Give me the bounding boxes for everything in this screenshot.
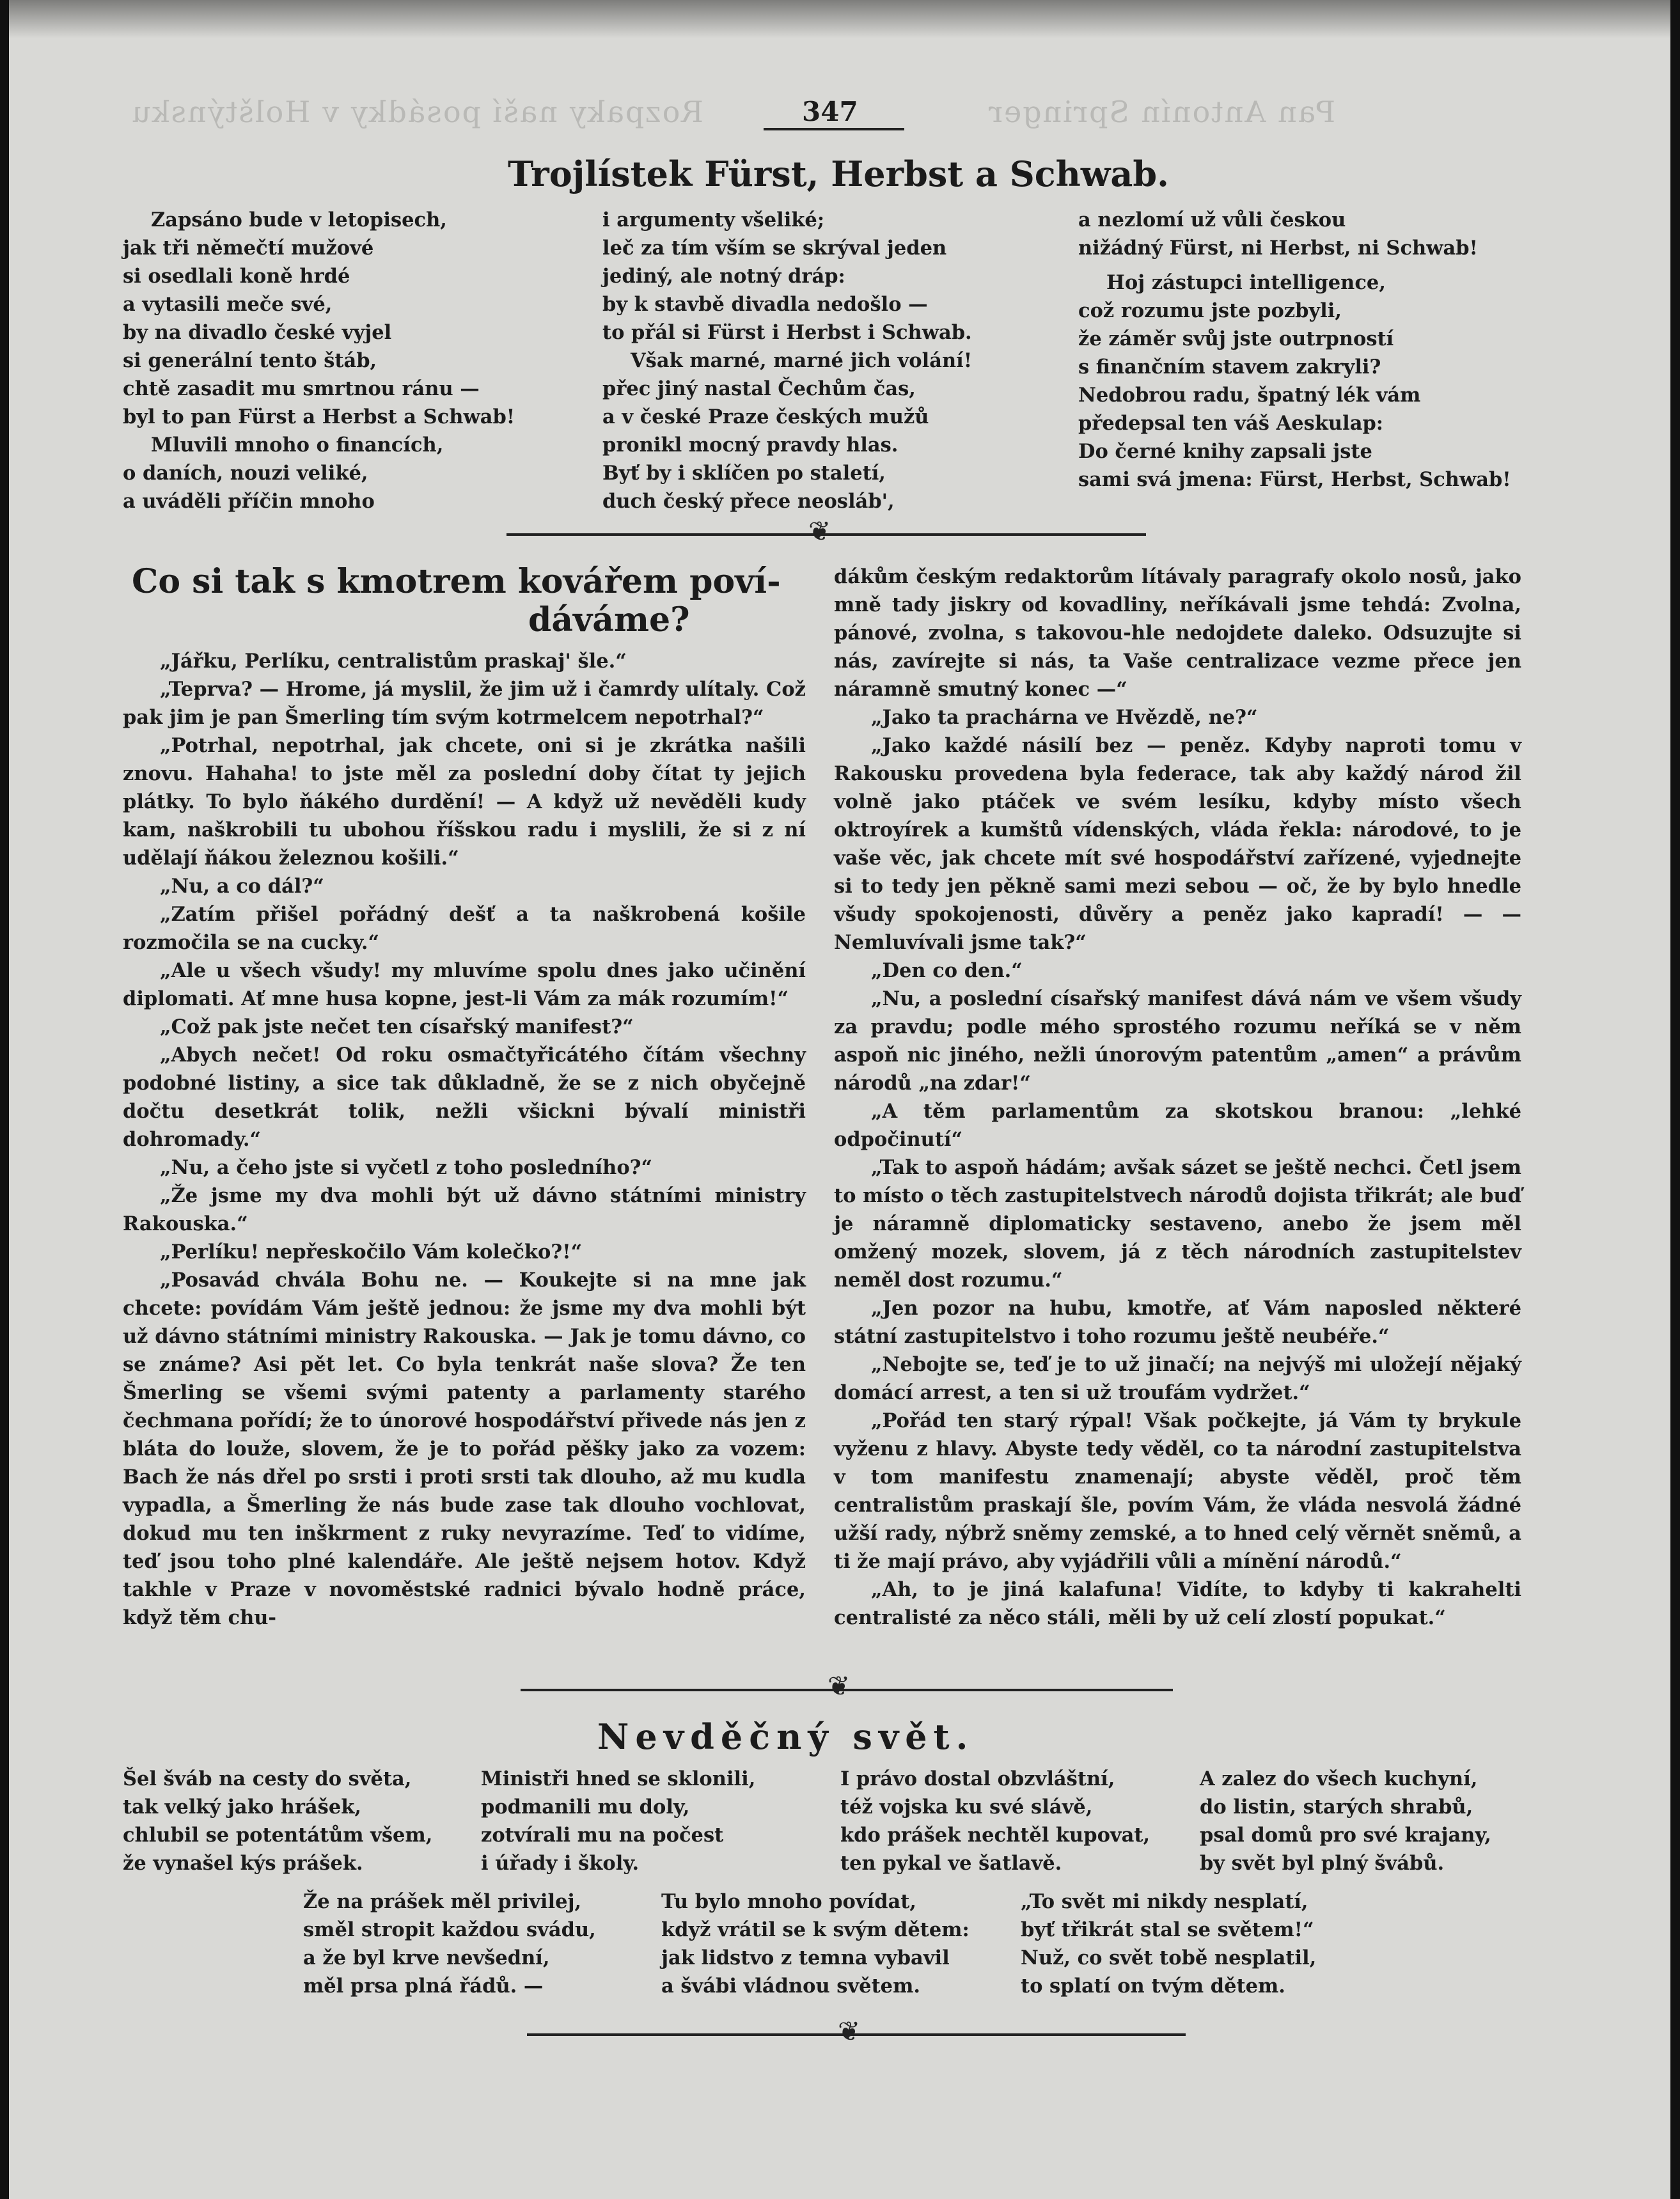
article-paragraph: „Pořád ten starý rýpal! Však počkejte, já Vám ty brykule vyženu z hlavy. Abyste tedy věděl, co ta národní zastupitelstva v tom manifestu znamenají; abyste věděl, proč těm centralistům praskají šle, povím Vám, že vláda nesvolá žádné užší rady, nýbrž sněmy zemské, a to hned celý věrnět sněmů, a ti že mají právo, aby vyjádřili vůli a mínění národů.“ (834, 1409, 1521, 1573)
article-paragraph: „Ah, to je jiná kalafuna! Vidíte, to kdyby ti kakrahelti centralisté za něco stáli, měli by už celí zlostí popukat.“ (834, 1578, 1521, 1629)
poem2-stanza (840, 1765, 1150, 1877)
divider-ornament-icon: ❦ (808, 515, 831, 547)
verse-line: Do černé knihy zapsali jste (1078, 440, 1372, 463)
verse-line: Tu bylo mnoho povídat, (661, 1890, 916, 1913)
page-number-rule (764, 128, 904, 130)
article-paragraph: „Nu, a poslední císařský manifest dává nám ve všem všudy za pravdu; podle mého sprostého rozumu neříká se v něm aspoň nic jiného, nežli únorovým patentům „amen“ a právům národů „na zdar!“ (834, 987, 1521, 1095)
article-paragraph: „Jako ta prachárna ve Hvězdě, ne?“ (871, 706, 1258, 729)
verse-line: a uváděli příčin mnoho (123, 490, 375, 513)
article-paragraph: „Jen pozor na hubu, kmotře, ať Vám naposled některé státní zastupitelstvo i toho rozumu ještě neubéře.“ (834, 1297, 1521, 1348)
verse-line: a vytasili meče své, (123, 293, 333, 316)
bleed-through-left: Rozpaky naší posádky v Holštýnsku (130, 95, 703, 129)
verse-line: Že na prášek měl privilej, (303, 1890, 582, 1913)
verse-line: to splatí on tvým dětem. (1021, 1975, 1285, 1998)
verse-line: předepsal ten váš Aeskulap: (1078, 412, 1384, 435)
verse-line: leč za tím vším se skrýval jeden (602, 237, 947, 260)
verse-line: Hoj zástupci intelligence, (1106, 271, 1386, 294)
verse-line: a že byl krve nevšední, (303, 1946, 550, 1969)
verse-line: sami svá jmena: Fürst, Herbst, Schwab! (1078, 468, 1511, 491)
verse-line: by na divadlo české vyjel (123, 321, 392, 344)
verse-line: že vynašel kýs prášek. (123, 1852, 363, 1875)
poem1-col1 (123, 206, 515, 515)
article-title-line: dáváme? (528, 600, 690, 639)
article-title (132, 563, 781, 639)
divider-ornament-icon: ❦ (838, 2015, 861, 2047)
verse-line: A zalez do všech kuchyní, (1200, 1767, 1478, 1790)
verse-line: by svět byl plný švábů. (1200, 1852, 1445, 1875)
article-paragraph: „Nebojte se, teď je to už jinačí; na nejvýš mi uložejí nějaký domácí arrest, a ten si už troufám vydržet.“ (834, 1353, 1521, 1404)
article-paragraph: „Potrhal, nepotrhal, jak chcete, oni si je zkrátka našili znovu. Hahaha! to jste měl za poslední doby čítat ty jejich plátky. To bylo ňákého durdění! — A když už nevěděli kudy kam, naškrobili tu ubohou říšskou radu i myslili, že si z ní udělají ňákou železnou košili.“ (123, 734, 806, 870)
page-number: 347 (802, 96, 858, 127)
verse-line: psal domů pro své krajany, (1200, 1824, 1491, 1847)
verse-line: a nezlomí už vůli českou (1078, 208, 1346, 231)
verse-line: že záměr svůj jste outrpností (1078, 327, 1394, 350)
divider-ornament-icon: ❦ (828, 1670, 851, 1702)
verse-line: a švábi vládnou světem. (661, 1975, 920, 1998)
verse-line: nižádný Fürst, ni Herbst, ni Schwab! (1078, 237, 1478, 260)
verse-line: byl to pan Fürst a Herbst a Schwab! (123, 405, 515, 428)
article-paragraph: „Nu, a co dál?“ (160, 875, 324, 898)
verse-line: o daních, nouzi veliké, (123, 462, 368, 485)
verse-line: i úřady i školy. (481, 1852, 640, 1875)
article-paragraph: „Že jsme my dva mohli být už dávno státními ministry Rakouska.“ (123, 1184, 806, 1235)
verse-line: pronikl mocný pravdy hlas. (602, 434, 899, 457)
verse-line: přec jiný nastal Čechům čas, (602, 377, 916, 400)
verse-line: tak velký jako hrášek, (123, 1796, 362, 1819)
verse-line: by k stavbě divadla nedošlo — (602, 293, 928, 316)
verse-line: chlubil se potentátům všem, (123, 1824, 433, 1847)
article-paragraph: „Nu, a čeho jste si vyčetl z toho posledního?“ (160, 1156, 653, 1179)
verse-line: a v české Praze českých mužů (602, 405, 929, 428)
verse-line: Nedobrou radu, špatný lék vám (1078, 384, 1421, 407)
scan-border-right (1670, 0, 1680, 2199)
article-paragraph: „Perlíku! nepřeskočilo Vám kolečko?!“ (160, 1240, 583, 1264)
verse-line: měl prsa plná řádů. — (303, 1975, 544, 1998)
article-paragraph: „Abych nečet! Od roku osmačtyřicátého čítám všechny podobné listiny, a sice tak důkladně, že se z nich obyčejně dočtu desetkrát tolik, nežli všickni bývalí ministři dohromady.“ (123, 1044, 806, 1151)
poem2-stanza (123, 1765, 432, 1877)
verse-line: Mluvili mnoho o financích, (151, 434, 444, 457)
verse-line: Nuž, co svět tobě nesplatil, (1021, 1946, 1317, 1969)
poem2-stanza (303, 1888, 596, 2000)
article-paragraph: „Posavád chvála Bohu ne. — Koukejte si na mne jak chcete: povídám Vám ještě jednou: že jsme my dva mohli být už dávno státními ministry Rakouska. — Jak je tomu dávno, co se známe? Asi pět let. Co byla tenkrát naše slova? Že ten Šmerling se všemi svými patenty a parlamenty starého čechmana pořídí; že to únorové hospodářství přivede nás jen z bláta do louže, slovem, že je to pořád pěšky jako za vozem: Bach že nás dřel po srsti i proti srsti tak dlouho, až mu kudla vypadla, a Šmerling že nás bude zase tak dlouho vochlovat, dokud mu ten inškrment z ruky nevyrazíme. Teď to vidíme, teď jsou toho plné kalendáře. Ale ještě nejsem hotov. Když takhle v Praze v novoměstské radnici bývalo hodně práce, když těm chu- (123, 1269, 806, 1629)
verse-line: duch český přece neosláb', (602, 490, 895, 513)
article-left-column (123, 647, 806, 1632)
verse-line: to přál si Fürst i Herbst i Schwab. (602, 321, 972, 344)
poem2-stanza (1200, 1765, 1491, 1877)
verse-line: Zapsáno bude v letopisech, (151, 208, 447, 231)
article-paragraph: „Jářku, Perlíku, centralistům praskaj' šle.“ (160, 650, 627, 673)
verse-line: „To svět mi nikdy nesplatí, (1021, 1890, 1308, 1913)
verse-line: I právo dostal obzvláštní, (840, 1767, 1115, 1790)
verse-line: též vojska ku své slávě, (840, 1796, 1093, 1819)
poem2-stanza (1021, 1888, 1316, 2000)
verse-line: směl stropit každou svádu, (303, 1918, 596, 1941)
verse-line: si osedlali koně hrdé (123, 265, 350, 288)
poem1-title: Trojlístek Fürst, Herbst a Schwab. (508, 153, 1169, 194)
poem2-title: Nevděčný svět. (597, 1716, 975, 1757)
verse-line: chtě zasadit mu smrtnou ránu — (123, 377, 480, 400)
article-paragraph: „Což pak jste nečet ten císařský manifest?“ (160, 1015, 634, 1038)
verse-line: i argumenty všeliké; (602, 208, 825, 231)
verse-line: Šel šváb na cesty do světa, (123, 1767, 412, 1790)
poem2-stanza (661, 1888, 970, 2000)
verse-line: do listin, starých shrabů, (1200, 1796, 1473, 1819)
article-paragraph: „Zatím přišel pořádný dešť a ta naškrobená košile rozmočila se na cucky.“ (123, 903, 806, 954)
verse-line: s finančním stavem zakryli? (1078, 356, 1381, 379)
article-right-column (834, 563, 1521, 1632)
verse-line: si generální tento štáb, (123, 349, 377, 372)
verse-line: byť třikrát stal se světem!“ (1021, 1918, 1314, 1941)
bleed-through-right: Pan Antonín Springer (987, 95, 1336, 129)
article-title-line: Co si tak s kmotrem kovářem poví- (132, 562, 781, 601)
newspaper-page (9, 0, 1670, 2199)
poem2-stanza (481, 1765, 755, 1877)
verse-line: jediný, ale notný dráp: (602, 265, 845, 288)
article-paragraph: „Jako každé násilí bez — peněz. Kdyby naproti tomu v Rakousku provedena byla federace, tak aby každý národ žil volně jako ptáček ve svém lesíku, kdyby místo všech oktroyírek a kumštů vídenských, vláda řekla: národové, to je vaše věc, jak chcete mít své hospodářství zařízené, vyjednejte si to tedy jen pěkně sami mezi sebou — oč, že by bylo hnedle všudy spokojenosti, důvěry a peněz jako kapradí! — — Nemluvívali jsme tak?“ (834, 734, 1521, 954)
article-paragraph: „Tak to aspoň hádám; avšak sázet se ještě nechci. Četl jsem to místo o těch zastupitelstvech národů dojista třikrát; ale buď je náramně diplomaticky sestaveno, anebo že jsem měl omžený mozek, slovem, já z těch národních zastupitelstev neměl dost rozumu.“ (834, 1156, 1521, 1292)
article-paragraph: „Teprva? — Hrome, já myslil, že jim už i čamrdy ulítaly. Což pak jim je pan Šmerling tím svým kotrmelcem nepotrhal?“ (123, 678, 806, 729)
article-paragraph: „A těm parlamentům za skotskou branou: „lehké odpočinutí“ (834, 1100, 1521, 1151)
verse-line: ten pykal ve šatlavě. (840, 1852, 1062, 1875)
poem1-col3 (1078, 206, 1511, 494)
article-paragraph: dákům českým redaktorům lítávaly paragrafy okolo nosů, jako mně tady jiskry od kovadliny, neříkávali jsme tehdá: Zvolna, pánové, zvolna, s takovou-hle nedojdete daleko. Odsuzujte si nás, zavírejte si nás, ta Vaše centralizace vezme přece jen náramně smutný konec —“ (834, 565, 1521, 701)
verse-line: což rozumu jste pozbyli, (1078, 299, 1342, 322)
verse-line: jak lidstvo z temna vybavil (661, 1946, 950, 1969)
verse-line: zotvírali mu na počest (481, 1824, 724, 1847)
poem1-col2 (602, 206, 972, 515)
scan-border-left (0, 0, 9, 2199)
verse-line: jak tři němečtí mužové (123, 237, 374, 260)
verse-line: Však marné, marné jich volání! (631, 349, 973, 372)
verse-line: podmanili mu doly, (481, 1796, 690, 1819)
verse-line: Byť by i sklíčen po staletí, (602, 462, 886, 485)
verse-line: když vrátil se k svým dětem: (661, 1918, 970, 1941)
article-paragraph: „Ale u všech všudy! my mluvíme spolu dnes jako učinění diplomati. Ať mne husa kopne, jest-li Vám za mák rozumím!“ (123, 959, 806, 1010)
article-paragraph: „Den co den.“ (871, 959, 1023, 982)
verse-line: kdo prášek nechtěl kupovat, (840, 1824, 1150, 1847)
verse-line: Ministři hned se sklonili, (481, 1767, 756, 1790)
